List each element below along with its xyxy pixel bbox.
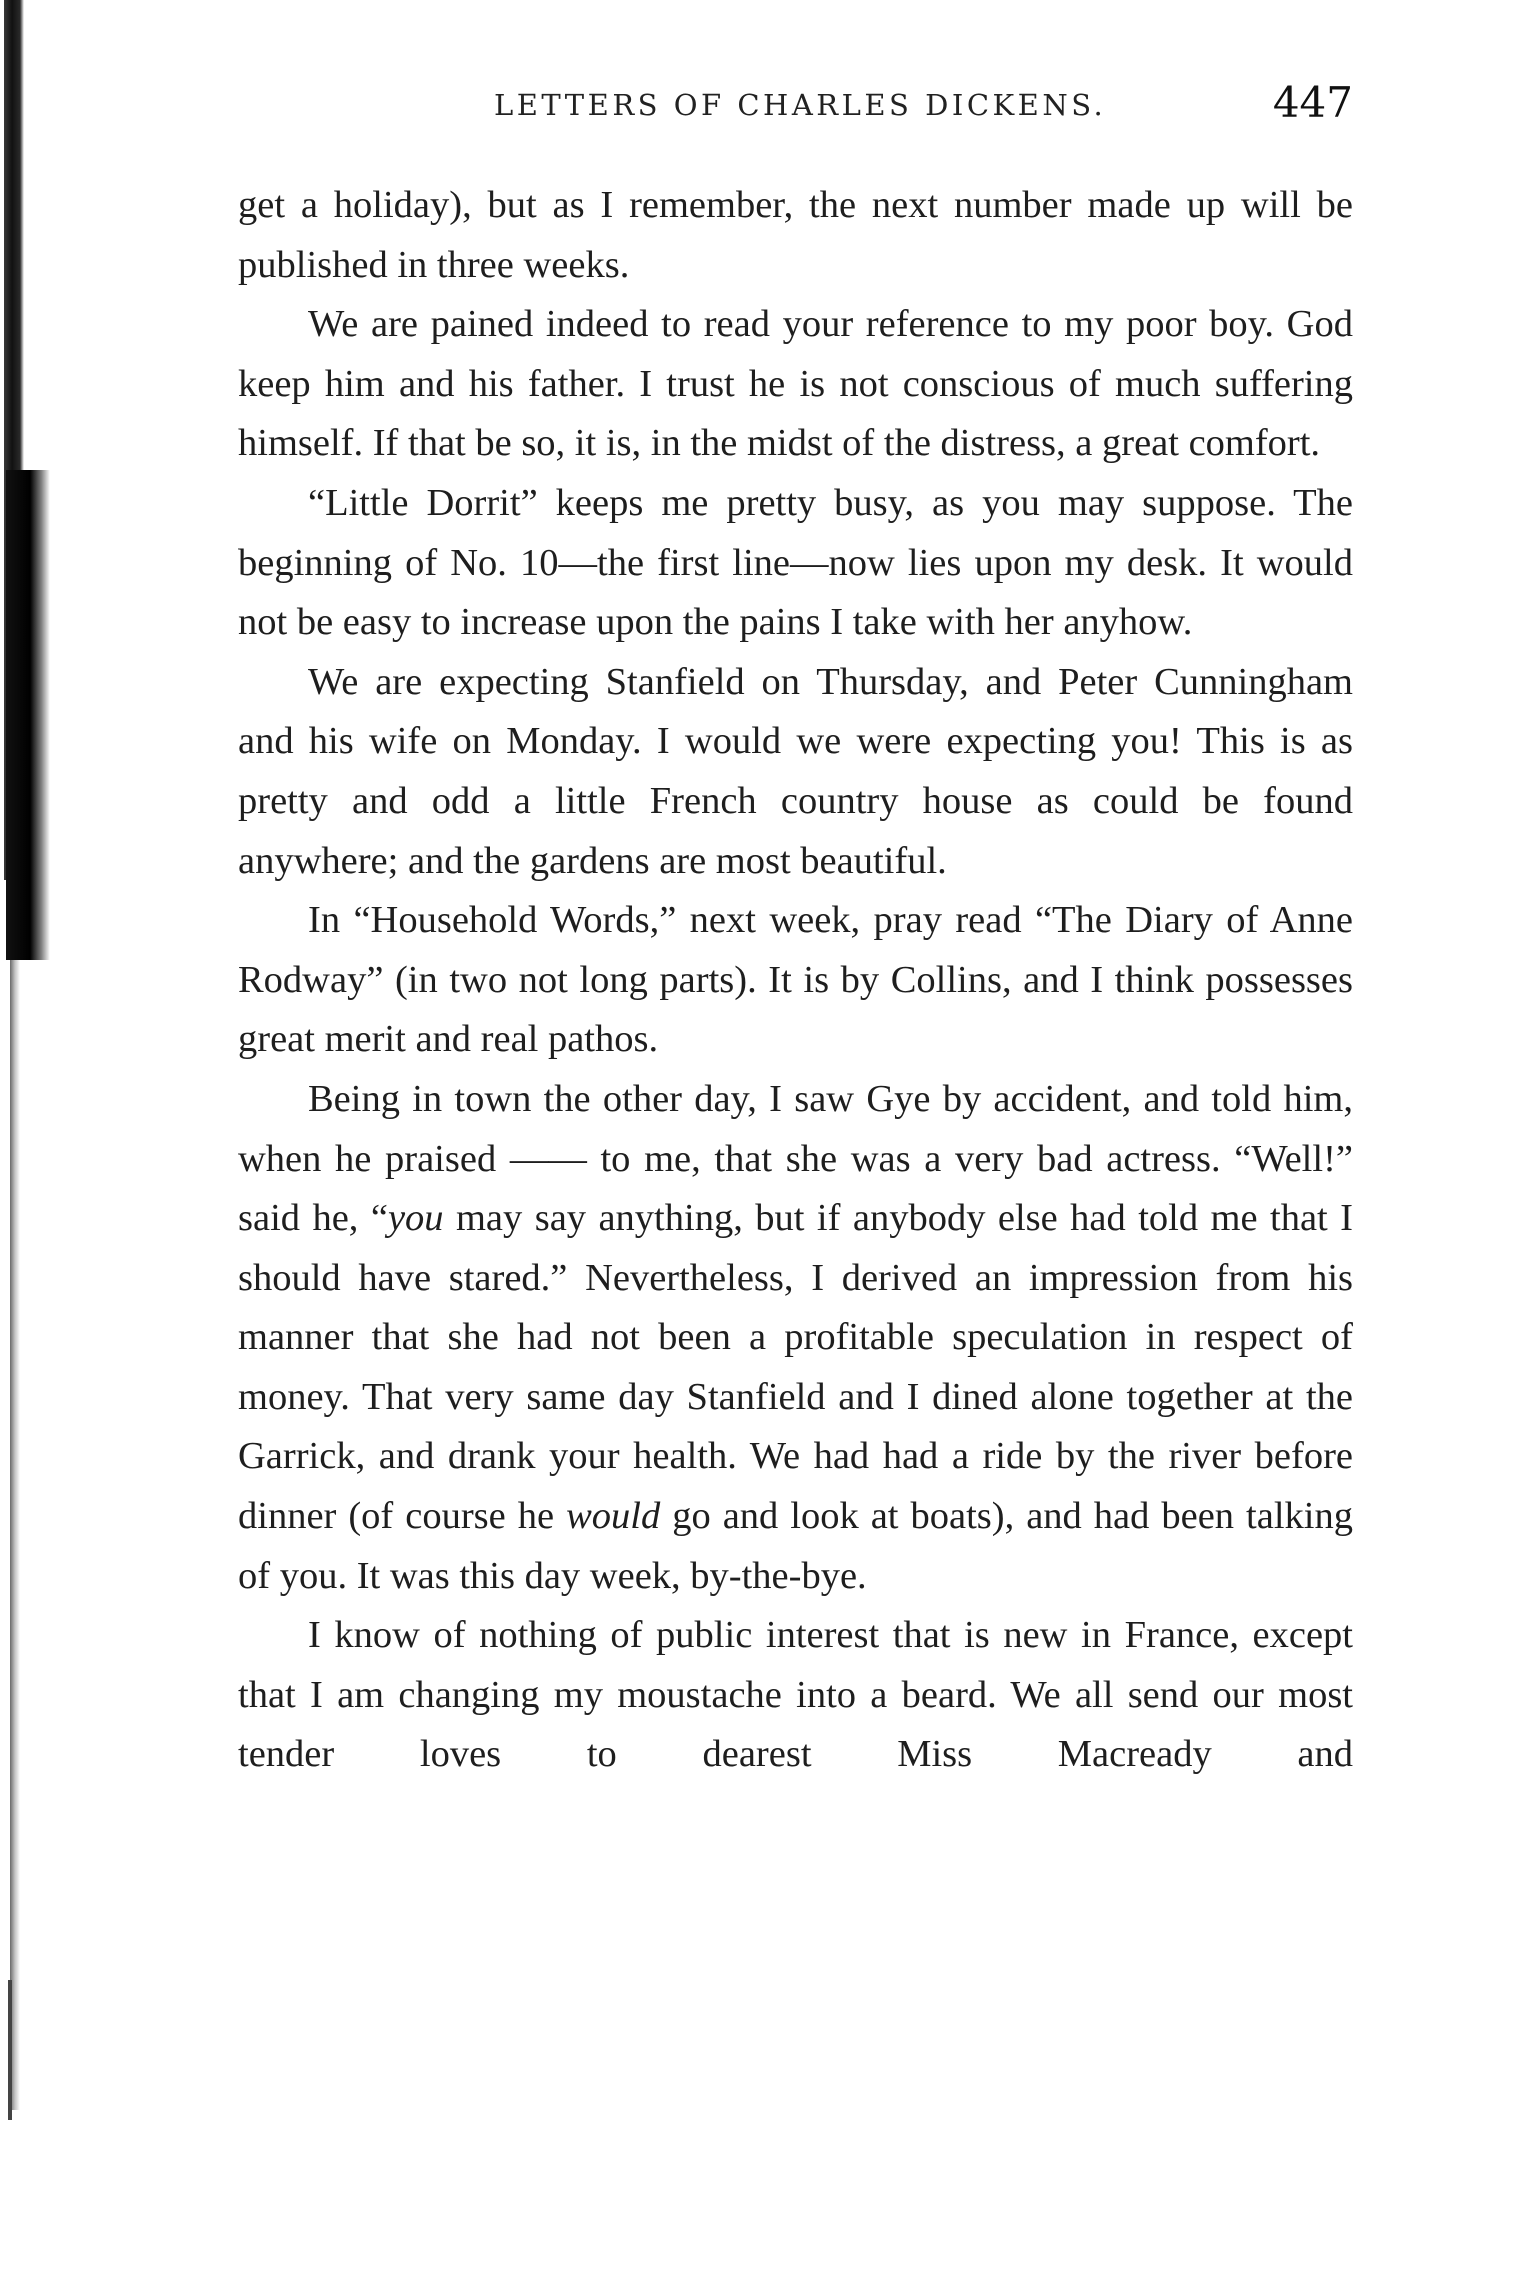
- letter-body: [238, 176, 1353, 1785]
- paragraph-6-italic-you: you: [387, 1197, 444, 1240]
- binding-shadow-mark: [8, 1980, 12, 2120]
- paragraph-1: get a holiday), but as I remember, the next number made up will be published in three weeks.: [238, 184, 1353, 286]
- page-header: [238, 78, 1353, 138]
- paragraph-2: We are pained indeed to read your reference to my poor boy. God keep him and his father. I trust he is not conscious of much suffering himself. If that be so, it is, in the midst of the distress, a great comfort.: [238, 303, 1353, 465]
- binding-shadow-lower: [10, 960, 20, 2110]
- running-head: LETTERS OF CHARLES DICKENS.: [494, 88, 1107, 122]
- paragraph-5: In “Household Words,” next week, pray read “The Diary of Anne Rodway” (in two not long parts). It is by Collins, and I think possesses great merit and real pathos.: [238, 899, 1353, 1061]
- page-number: 447: [1272, 78, 1353, 127]
- paragraph-6: [238, 1070, 1353, 1606]
- paragraph-6-part-a: Being in town the other day, I saw Gye by accident, and told him, when he praised —— to me, that she was a very bad actress. “Well!” said he, “: [238, 1077, 1353, 1240]
- paragraph-7: I know of nothing of public interest that is new in France, except that I am changing my moustache into a beard. We all send our most tender loves to dearest Miss Macready and: [238, 1614, 1353, 1776]
- binding-shadow: [0, 0, 62, 2279]
- paragraph-3: “Little Dorrit” keeps me pretty busy, as you may suppose. The beginning of No. 10—the first line—now lies upon my desk. It would not be easy to increase upon the pains I take with her anyhow.: [238, 481, 1353, 644]
- binding-shadow-dark: [6, 470, 50, 960]
- paragraph-6-part-e: go and look at boats), and had been talking of you. It was this day week, by-the-bye.: [238, 1495, 1353, 1597]
- paragraph-6-italic-would: would: [566, 1495, 661, 1538]
- paragraph-6-part-c: may say anything, but if anybody else had told me that I should have stared.” Nevertheless, I derived an impression from his manner that she had not been a profitable speculation in respect of money. That very same day Stanfield and I dined alone together at the Garrick, and drank your health. We had had a ride by the river before dinner (of course he: [238, 1197, 1353, 1538]
- paragraph-4: We are expecting Stanfield on Thursday, and Peter Cunningham and his wife on Monday. I would we were expecting you! This is as pretty and odd a little French country house as could be found anywhere; and the gardens are most beautiful.: [238, 660, 1353, 882]
